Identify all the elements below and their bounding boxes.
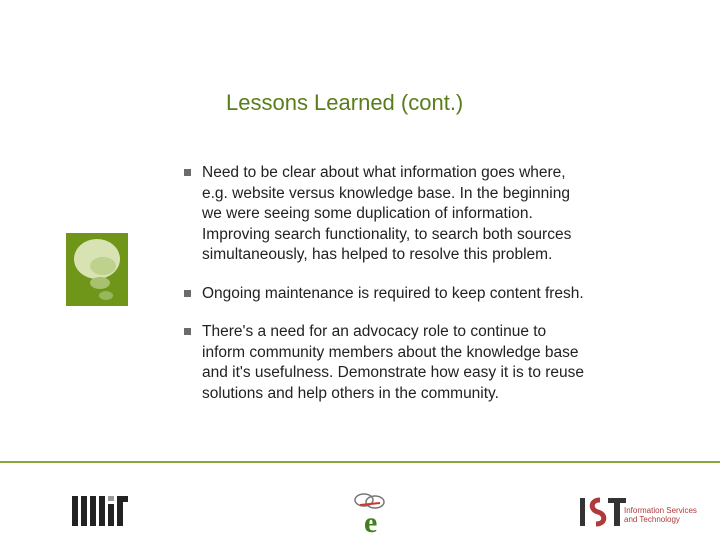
bullet-text: Ongoing maintenance is required to keep content fresh.	[202, 284, 584, 302]
e-logo-icon	[350, 490, 392, 534]
bullet-text: There's a need for an advocacy role to continue to inform community members about the knowledge base and it's usefulness. Demonstrate how easy it is to reuse solutions and help others in the community.	[202, 323, 585, 402]
thought-bubble-icon	[66, 233, 128, 306]
thought-bubble-small	[90, 277, 110, 289]
bullet-marker-icon	[184, 328, 191, 335]
bullet-item	[184, 163, 664, 266]
slide-title: Lessons Learned (cont.)	[226, 90, 464, 115]
bullet-marker-icon	[184, 169, 191, 176]
bullet-item	[184, 322, 664, 404]
bullet-item	[184, 284, 664, 305]
thought-bubble-medium	[90, 257, 116, 275]
ist-tagline: Information Services and Technology	[624, 506, 697, 524]
bullet-list	[184, 163, 664, 422]
svg-text:e: e	[364, 506, 378, 534]
ist-logo-icon	[580, 496, 626, 528]
mit-logo-icon	[72, 496, 128, 526]
thought-bubble-tiny	[99, 291, 113, 300]
bullet-marker-icon	[184, 290, 191, 297]
bullet-text: Need to be clear about what information goes where, e.g. website versus knowledge base. In the beginning we were seeing some duplication of information. Improving search functionality, to search both sources simultaneously, has helped to resolve this problem.	[202, 164, 572, 263]
footer-divider	[0, 461, 720, 463]
